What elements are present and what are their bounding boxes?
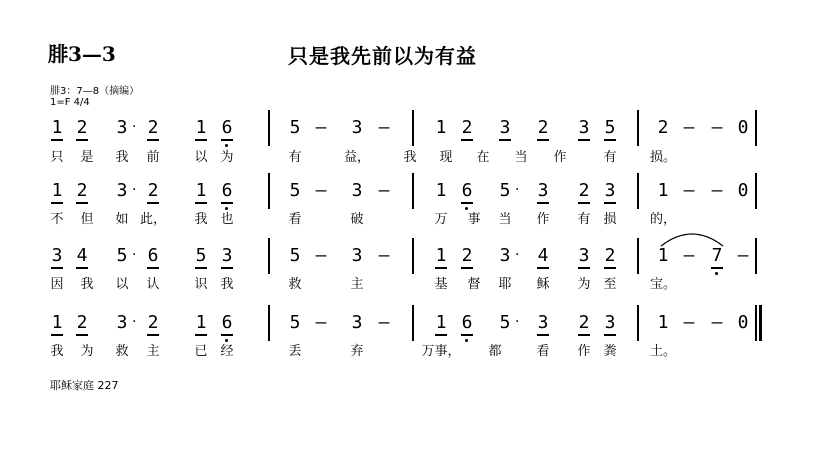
lyric-syllable: 现 <box>439 150 453 165</box>
note: – <box>683 245 695 266</box>
lyric-syllable: 但 <box>80 212 94 227</box>
lyric-syllable: 破 <box>350 212 364 227</box>
note: 6 <box>455 313 479 333</box>
lyric-syllable: 督 <box>467 277 481 292</box>
note: 3 <box>215 246 239 266</box>
note: 2 <box>141 181 165 201</box>
note: 6 <box>215 118 239 138</box>
note: 3 <box>531 313 555 333</box>
lyric-syllable: 损 <box>603 212 617 227</box>
note: – <box>683 180 695 201</box>
note: – <box>378 117 390 138</box>
lyric-syllable: 作 <box>536 212 550 227</box>
lyric-syllable: 不 <box>50 212 64 227</box>
bar-line <box>637 173 639 209</box>
lyric-syllable: 识 <box>194 277 208 292</box>
bar-line <box>755 110 757 146</box>
lyric-syllable: 我 <box>115 150 129 165</box>
lyric-syllable: 作 <box>553 150 567 165</box>
note: 5 <box>289 245 301 266</box>
lyric-syllable: 因 <box>50 277 64 292</box>
lyric-syllable: 我 <box>194 212 208 227</box>
lyric-syllable: 已 <box>194 344 208 359</box>
note: 5 <box>189 246 213 266</box>
augmentation-dot: · <box>515 314 520 330</box>
note: 1 <box>657 245 669 266</box>
lyric-syllable: 万事， <box>421 344 461 359</box>
note: 5 <box>598 118 622 138</box>
lyric-syllable: 认 <box>146 277 160 292</box>
lyric-syllable: 耶 <box>498 277 512 292</box>
lyric-syllable: 宝。 <box>650 277 677 292</box>
note: 1 <box>435 180 447 201</box>
bar-line <box>755 238 757 274</box>
lyric-syllable: 为 <box>80 344 94 359</box>
note: 2 <box>572 181 596 201</box>
final-bar-line <box>759 305 762 341</box>
note: – <box>315 117 327 138</box>
bar-line <box>755 305 757 341</box>
note: – <box>315 312 327 333</box>
note: – <box>378 312 390 333</box>
note: – <box>683 117 695 138</box>
bar-line <box>637 238 639 274</box>
lyric-syllable: 我 <box>80 277 94 292</box>
note: – <box>378 245 390 266</box>
note: 1 <box>189 118 213 138</box>
lyric-syllable: 丢 <box>288 344 302 359</box>
note: – <box>315 245 327 266</box>
augmentation-dot: · <box>132 247 137 263</box>
lyric-syllable: 主 <box>146 344 160 359</box>
bar-line <box>268 238 270 274</box>
lyric-syllable: 为 <box>220 150 234 165</box>
lyric-syllable: 粪 <box>603 344 617 359</box>
lyric-syllable: 是 <box>80 150 94 165</box>
note: 2 <box>141 313 165 333</box>
low-octave-dot <box>465 339 468 342</box>
note: – <box>711 180 723 201</box>
lyric-syllable: 在 <box>476 150 490 165</box>
hymn-code: 腓3—3 <box>48 42 116 66</box>
note: 1 <box>429 313 453 333</box>
lyric-syllable: 也 <box>220 212 234 227</box>
bar-line <box>637 110 639 146</box>
note: 1 <box>429 246 453 266</box>
note: 3 <box>351 117 363 138</box>
low-octave-dot <box>225 207 228 210</box>
lyric-syllable: 当 <box>514 150 528 165</box>
hymn-title: 只是我先前以为有益 <box>288 44 477 68</box>
note: 3 <box>45 246 69 266</box>
note: – <box>711 312 723 333</box>
note: 6 <box>455 181 479 201</box>
note: 1 <box>657 180 669 201</box>
note: 5 <box>289 117 301 138</box>
lyric-syllable: 我 <box>403 150 417 165</box>
bar-line <box>412 238 414 274</box>
note: 6 <box>215 313 239 333</box>
note: 2 <box>455 118 479 138</box>
note: 3 <box>351 245 363 266</box>
note: 0 <box>737 180 749 201</box>
augmentation-dot: · <box>515 182 520 198</box>
bar-line <box>412 305 414 341</box>
bar-line <box>412 110 414 146</box>
note: 2 <box>598 246 622 266</box>
augmentation-dot: · <box>515 247 520 263</box>
lyric-syllable: 作 <box>577 344 591 359</box>
lyric-syllable: 基 <box>434 277 448 292</box>
lyric-syllable: 有 <box>288 150 302 165</box>
note: – <box>683 312 695 333</box>
slur-mark <box>657 226 727 250</box>
low-octave-dot <box>225 144 228 147</box>
bar-line <box>755 173 757 209</box>
lyric-syllable: 前 <box>146 150 160 165</box>
note: 1 <box>189 181 213 201</box>
note: 5 <box>289 180 301 201</box>
note: 2 <box>455 246 479 266</box>
note: 3 <box>116 117 128 138</box>
lyric-syllable: 此， <box>140 212 167 227</box>
lyric-syllable: 以 <box>194 150 208 165</box>
bar-line <box>637 305 639 341</box>
note: 6 <box>141 246 165 266</box>
bar-line <box>412 173 414 209</box>
lyric-syllable: 损。 <box>650 150 677 165</box>
bar-line <box>268 305 270 341</box>
scripture-reference: 腓3：7—8（摘编） <box>50 86 140 97</box>
lyric-syllable: 为 <box>577 277 591 292</box>
note: 3 <box>499 245 511 266</box>
lyric-syllable: 主 <box>350 277 364 292</box>
note: 2 <box>70 181 94 201</box>
note: 0 <box>737 117 749 138</box>
note: 5 <box>499 180 511 201</box>
note: 3 <box>572 246 596 266</box>
note: 5 <box>499 312 511 333</box>
note: 5 <box>289 312 301 333</box>
note: 0 <box>737 312 749 333</box>
lyric-syllable: 救 <box>288 277 302 292</box>
note: 1 <box>45 118 69 138</box>
lyric-syllable: 有 <box>577 212 591 227</box>
lyric-syllable: 救 <box>115 344 129 359</box>
note: 4 <box>531 246 555 266</box>
key-signature: 1=F 4/4 <box>50 97 90 108</box>
note: 2 <box>572 313 596 333</box>
note: 3 <box>531 181 555 201</box>
bar-line <box>268 110 270 146</box>
low-octave-dot <box>715 272 718 275</box>
note: 5 <box>116 245 128 266</box>
lyric-syllable: 看 <box>536 344 550 359</box>
note: 3 <box>116 180 128 201</box>
note: 3 <box>493 118 517 138</box>
lyric-syllable: 事 <box>467 212 481 227</box>
lyric-syllable: 弃 <box>350 344 364 359</box>
lyric-syllable: 如 <box>115 212 129 227</box>
lyric-syllable: 都 <box>488 344 502 359</box>
lyric-syllable: 益， <box>344 150 371 165</box>
note: – <box>737 245 749 266</box>
lyric-syllable: 我 <box>50 344 64 359</box>
lyric-syllable: 当 <box>498 212 512 227</box>
note: 1 <box>45 181 69 201</box>
note: 3 <box>572 118 596 138</box>
note: – <box>315 180 327 201</box>
lyric-syllable: 万 <box>434 212 448 227</box>
lyric-syllable: 的， <box>650 212 677 227</box>
note: 3 <box>116 312 128 333</box>
augmentation-dot: · <box>132 314 137 330</box>
note: 1 <box>189 313 213 333</box>
bar-line <box>268 173 270 209</box>
note: 3 <box>351 312 363 333</box>
note: 7 <box>705 246 729 266</box>
lyric-syllable: 稣 <box>536 277 550 292</box>
note: 2 <box>531 118 555 138</box>
lyric-syllable: 我 <box>220 277 234 292</box>
lyric-syllable: 有 <box>603 150 617 165</box>
note: 2 <box>70 118 94 138</box>
note: 4 <box>70 246 94 266</box>
lyric-syllable: 以 <box>115 277 129 292</box>
note: 3 <box>598 181 622 201</box>
note: – <box>378 180 390 201</box>
note: – <box>711 117 723 138</box>
lyric-syllable: 经 <box>220 344 234 359</box>
note: 6 <box>215 181 239 201</box>
note: 3 <box>351 180 363 201</box>
note: 2 <box>657 117 669 138</box>
low-octave-dot <box>225 339 228 342</box>
augmentation-dot: · <box>132 182 137 198</box>
lyric-syllable: 只 <box>50 150 64 165</box>
augmentation-dot: · <box>132 119 137 135</box>
note: 1 <box>435 117 447 138</box>
lyric-syllable: 看 <box>288 212 302 227</box>
note: 1 <box>45 313 69 333</box>
note: 1 <box>657 312 669 333</box>
source-credit: 耶稣家庭 227 <box>50 379 119 392</box>
note: 2 <box>70 313 94 333</box>
lyric-syllable: 土。 <box>650 344 677 359</box>
note: 2 <box>141 118 165 138</box>
note: 3 <box>598 313 622 333</box>
low-octave-dot <box>465 207 468 210</box>
lyric-syllable: 至 <box>603 277 617 292</box>
